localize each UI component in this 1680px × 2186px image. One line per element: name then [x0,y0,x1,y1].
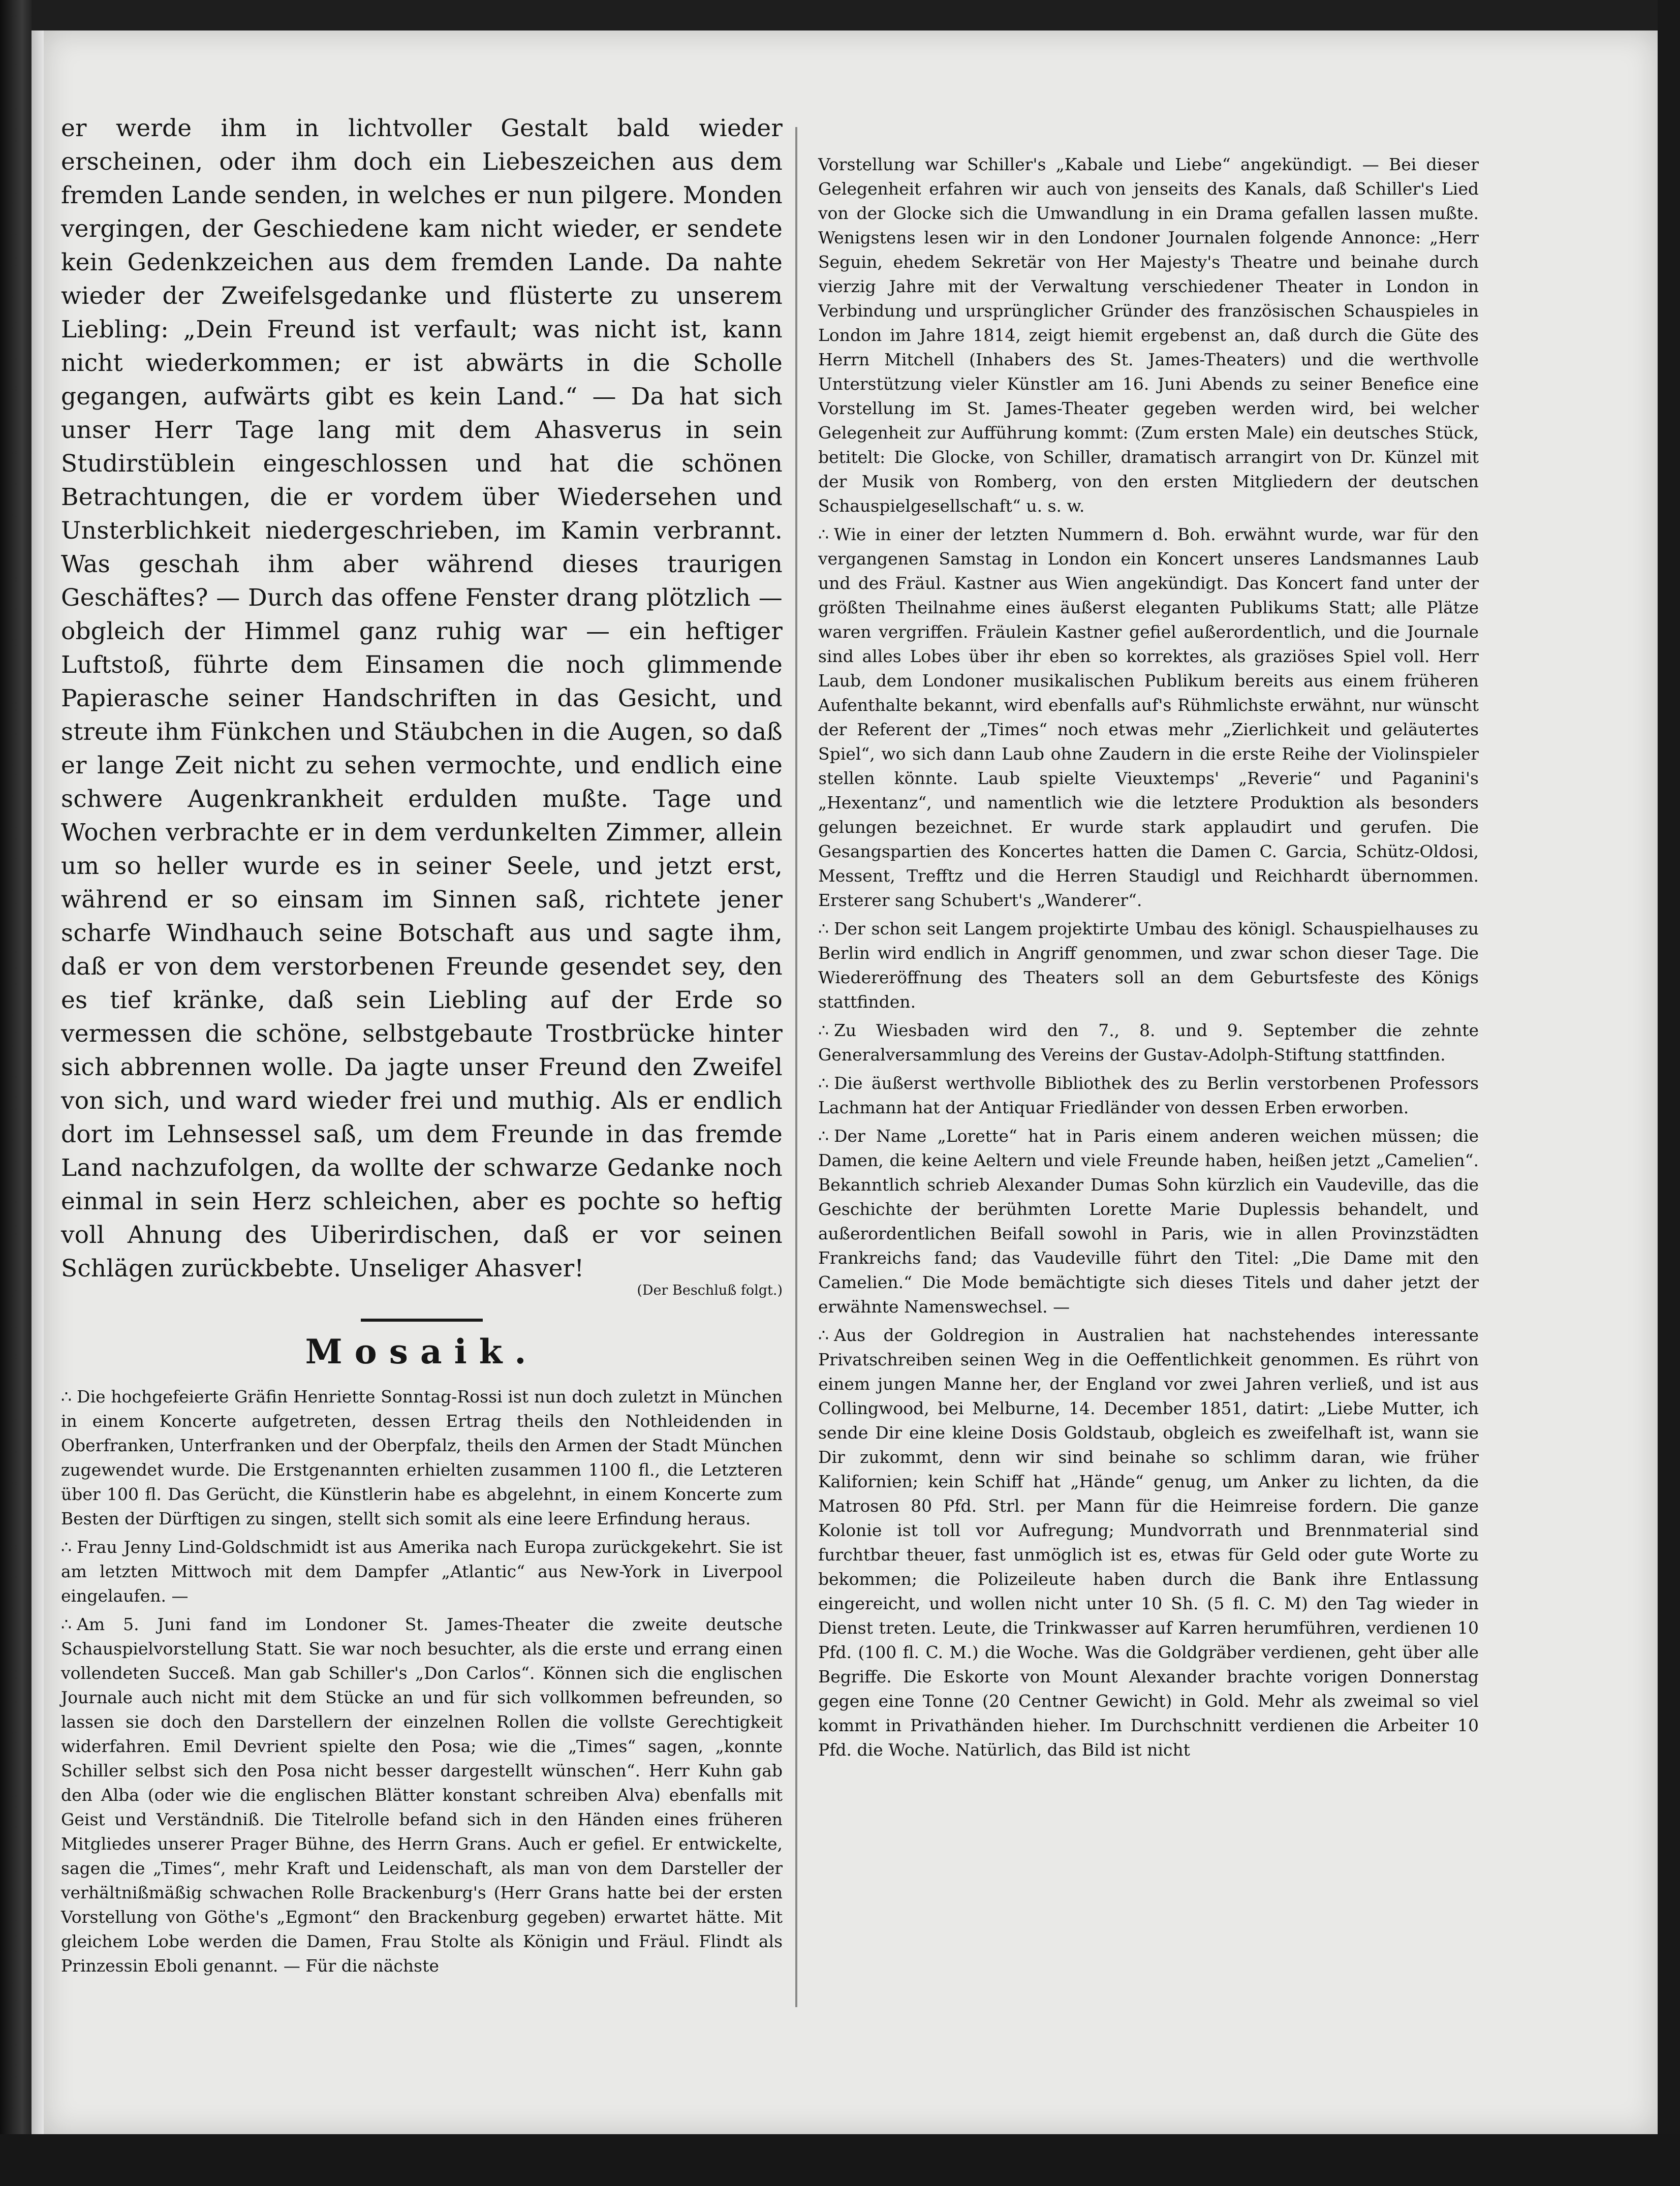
section-rule [361,1319,483,1322]
continuation-note: (Der Beschluß folgt.) [637,1283,783,1298]
mosaik-item [818,1018,1479,1067]
bullet-mark: ∴ [61,1537,72,1557]
mosaik-item-text: Die hochgefeierte Gräfin Henriette Sonntag-Rossi ist nun doch zuletzt in München in einem Koncerte aufgetreten, dessen Ertrag theils den Nothleidenden in Oberfranken, Unterfranken und der Oberpfalz, theils den Armen der Stadt München zugewendet wurde. Die Erstgenannten erhielten zusammen 1100 fl., die Letzteren über 100 fl. Das Gerücht, die Künstlerin habe es abgelehnt, in einem Koncerte zum Besten der Dürftigen zu singen, stellt sich somit als eine leere Erfindung heraus. [61,1387,783,1528]
mosaik-item [818,522,1479,913]
left-column [61,112,783,1982]
bullet-mark: ∴ [818,919,829,939]
mosaik-item [818,1124,1479,1319]
mosaik-item [818,152,1479,518]
right-column [818,152,1479,1766]
bullet-mark: ∴ [818,524,829,544]
mosaik-item-text: Am 5. Juni fand im Londoner St. James-Theater die zweite deutsche Schauspielvorstellung Statt. Sie war noch besuchter, als die erste und errang einen vollendeten Succeß. Man gab Schiller's „Don Carlos“. Können sich die englischen Journale auch nicht mit dem Stücke an und für sich vollkommen befreunden, so lassen sie doch den Darstellern der einzelnen Rollen die vollste Gerechtigkeit widerfahren. Emil Devrient spielte den Posa; wie die „Times“ sagen, „konnte Schiller selbst sich den Posa nicht besser dargestellt wünschen“. Herr Kuhn gab den Alba (oder wie die englischen Blätter konstant schreiben Alva) ebenfalls mit Geist und Verständniß. Die Titelrolle befand sich in den Händen eines früheren Mitgliedes unserer Prager Bühne, des Herrn Grans. Auch er gefiel. Er entwickelte, sagen die „Times“, mehr Kraft und Leidenschaft, als man von dem Darsteller der verhältnißmäßig schwachen Rolle Brackenburg's (Herr Grans hatte bei der ersten Vorstellung von Göthe's „Egmont“ den Brackenburg gegeben) erwartet hätte. Mit gleichem Lobe werden die Damen, Frau Stolte als Königin und Fräul. Flindt als Prinzessin Eboli genannt. — Für die nächste [61,1614,783,1976]
mosaik-item-text: Zu Wiesbaden wird den 7., 8. und 9. September die zehnte Generalversammlung des Vereins der Gustav-Adolph-Stiftung stattfinden. [818,1020,1479,1065]
mosaik-item [818,1323,1479,1762]
mosaik-item [61,1385,783,1531]
scan-left-edge [0,0,32,2186]
page-spine [32,30,44,2144]
bullet-mark: ∴ [818,1073,829,1093]
bullet-mark: ∴ [818,1126,829,1146]
column-divider [795,127,797,2007]
mosaik-item-text: Wie in einer der letzten Nummern d. Boh. erwähnt wurde, war für den vergangenen Samstag in London ein Koncert unseres Landsmannes Laub und des Fräul. Kastner aus Wien angekündigt. Das Koncert fand unter der größten Theilnahme eines äußerst eleganten Publikums Statt; alle Plätze waren vergriffen. Fräulein Kastner gefiel außerordentlich, und die Journale sind alles Lobes über ihr eben so korrektes, als graziöses Spiel voll. Herr Laub, dem Londoner musikalischen Publikum bereits aus einem früheren Aufenthalte bekannt, wird ebenfalls auf's Rühmlichste erwähnt, nur wünscht der Referent der „Times“ noch etwas mehr „Zierlichkeit und geläutertes Spiel“, wo sich dann Laub ohne Zaudern in die erste Reihe der Violinspieler stellen könnte. Laub spielte Vieuxtemps' „Reverie“ und Paganini's „Hexentanz“, und namentlich wie die letztere Produktion als besonders gelungen bezeichnet. Er wurde stark applaudirt und gerufen. Die Gesangspartien des Koncertes hatten die Damen C. Garcia, Schütz-Oldosi, Messent, Trefftz und die Herren Staudigl und Reichhardt übernommen. Ersterer sang Schubert's „Wanderer“. [818,524,1479,910]
mosaik-item [61,1535,783,1608]
bullet-mark: ∴ [61,1387,72,1407]
mosaik-item-text: Vorstellung war Schiller's „Kabale und Liebe“ angekündigt. — Bei dieser Gelegenheit erfahren wir auch von jenseits des Kanals, daß Schiller's Lied von der Glocke sich die Umwandlung in ein Drama gefallen lassen mußte. Wenigstens lesen wir in den Londoner Journalen folgende Annonce: „Herr Seguin, ehedem Sekretär von Her Majesty's Theatre und beinahe durch vierzig Jahre mit der Verwaltung verschiedener Theater in London in Verbindung und ursprünglicher Gründer des französischen Schauspieles in London im Jahre 1814, zeigt hiemit ergebenst an, daß durch die Güte des Herrn Mitchell (Inhabers des St. James-Theaters) und die werthvolle Unterstützung vieler Künstler am 16. Juni Abends zu seiner Benefice eine Vorstellung im St. James-Theater gegeben werden wird, bei welcher Gelegenheit zur Aufführung kommt: (Zum ersten Male) ein deutsches Stück, betitelt: Die Glocke, von Schiller, dramatisch arrangirt von Dr. Künzel mit der Musik von Romberg, von den ersten Mitgliedern der deutschen Schauspielgesellschaft“ u. s. w. [818,154,1479,516]
scan-bottom-edge [0,2134,1680,2186]
mosaik-item-text: Frau Jenny Lind-Goldschmidt ist aus Amerika nach Europa zurückgekehrt. Sie ist am letzten Mittwoch mit dem Dampfer „Atlantic“ aus New-York in Liverpool eingelaufen. — [61,1537,783,1606]
mosaik-heading: Mosaik. [305,1332,539,1371]
mosaik-item-text: Der schon seit Langem projektirte Umbau des königl. Schauspielhauses zu Berlin wird endlich in Angriff genommen, und zwar schon dieser Tage. Die Wiedereröffnung des Theaters soll an dem Geburtsfeste des Königs stattfinden. [818,919,1479,1012]
mosaik-item-text: Die äußerst werthvolle Bibliothek des zu Berlin verstorbenen Professors Lachmann hat der Antiquar Friedländer von dessen Erben erworben. [818,1073,1479,1117]
mosaik-item [61,1612,783,1978]
mosaik-item [818,1071,1479,1120]
bullet-mark: ∴ [818,1325,829,1345]
bullet-mark: ∴ [818,1020,829,1040]
mosaik-item [818,917,1479,1014]
bullet-mark: ∴ [61,1614,72,1634]
mosaik-item-text: Der Name „Lorette“ hat in Paris einem anderen weichen müssen; die Damen, die keine Aeltern und viele Freunde haben, heißen jetzt „Camelien“. Bekanntlich schrieb Alexander Dumas Sohn kürzlich ein Vaudeville, das die Geschichte der berühmten Lorette Marie Duplessis behandelt, und außerordentlichen Beifall sowohl in Paris, wie in allen Provinzstädten Frankreichs fand; das Vaudeville führt den Titel: „Die Dame mit den Camelien.“ Die Mode bemächtigte sich dieses Titels und daher jetzt der erwähnte Namenswechsel. — [818,1126,1479,1317]
scan-right-edge [1658,0,1680,2186]
mosaik-item-text: Aus der Goldregion in Australien hat nachstehendes interessante Privatschreiben seinen Weg in die Oeffentlichkeit genommen. Es rührt von einem jungen Manne her, der England vor zwei Jahren verließ, und ist aus Collingwood, bei Melburne, 14. December 1851, datirt: „Liebe Mutter, ich sende Dir eine kleine Dosis Goldstaub, obgleich es zweifelhaft ist, wann sie Dir zukommt, denn wir sind beinahe so schlimm daran, wie früher Kalifornien; kein Schiff hat „Hände“ genug, um Anker zu lichten, da die Matrosen 80 Pfd. Strl. per Mann für die Heimreise fordern. Die ganze Kolonie ist toll vor Aufregung; Mundvorrath und Brennmaterial sind furchtbar theuer, fast unmöglich ist es, etwas für Geld oder gute Worte zu bekommen; die Polizeileute haben durch die Bank ihre Entlassung eingereicht, und wollen nicht unter 10 Sh. (5 fl. C. M) den Tag wieder in Dienst treten. Leute, die Trinkwasser auf Karren herumführen, verdienen 10 Pfd. (100 fl. C. M.) die Woche. Was die Goldgräber verdienen, geht über alle Begriffe. Die Eskorte von Mount Alexander brachte vorigen Donnerstag gegen eine Tonne (20 Centner Gewicht) in Gold. Mehr als zweimal so viel kommt in Privathänden hieher. Im Durchschnitt verdienen die Arbeiter 10 Pfd. die Woche. Natürlich, das Bild ist nicht [818,1325,1479,1760]
story-paragraph: er werde ihm in lichtvoller Gestalt bald wieder erscheinen, oder ihm doch ein Liebeszeichen aus dem fremden Lande senden, in welches er nun pilgere. Monden vergingen, der Geschiedene kam nicht wieder, er sendete kein Gedenkzeichen aus dem fremden Lande. Da nahte wieder der Zweifelsgedanke und flüsterte zu unserem Liebling: „Dein Freund ist verfault; was nicht ist, kann nicht wiederkommen; er ist abwärts in die Scholle gegangen, aufwärts gibt es kein Land.“ — Da hat sich unser Herr Tage lang mit dem Ahasverus in sein Studirstüblein eingeschlossen und hat die schönen Betrachtungen, die er vordem über Wiedersehen und Unsterblichkeit niedergeschrieben, im Kamin verbrannt. Was geschah ihm aber während dieses traurigen Geschäftes? — Durch das offene Fenster drang plötzlich — obgleich der Himmel ganz ruhig war — ein heftiger Luftstoß, führte dem Einsamen die noch glimmende Papierasche seiner Handschriften in das Gesicht, und streute ihm Fünkchen und Stäubchen in die Augen, so daß er lange Zeit nicht zu sehen vermochte, und endlich eine schwere Augenkrankheit erdulden mußte. Tage und Wochen verbrachte er in dem verdunkelten Zimmer, allein um so heller wurde es in seiner Seele, und jetzt erst, während er so einsam im Sinnen saß, richtete jener scharfe Windhauch seine Botschaft aus und sagte ihm, daß er von dem verstorbenen Freunde gesendet sey, den es tief kränke, daß sein Liebling auf der Erde so vermessen die schöne, selbstgebaute Trostbrücke hinter sich abbrennen wolle. Da jagte unser Freund den Zweifel von sich, und ward wieder frei und muthig. Als er endlich dort im Lehnsessel saß, um dem Freunde in das fremde Land nachzufolgen, da wollte der schwarze Gedanke noch einmal in sein Herz schleichen, aber es pochte so heftig voll Ahnung des Uiberirdischen, daß er vor seinen Schlägen zurückbebte. Unseliger Ahasver! [61,114,783,1283]
